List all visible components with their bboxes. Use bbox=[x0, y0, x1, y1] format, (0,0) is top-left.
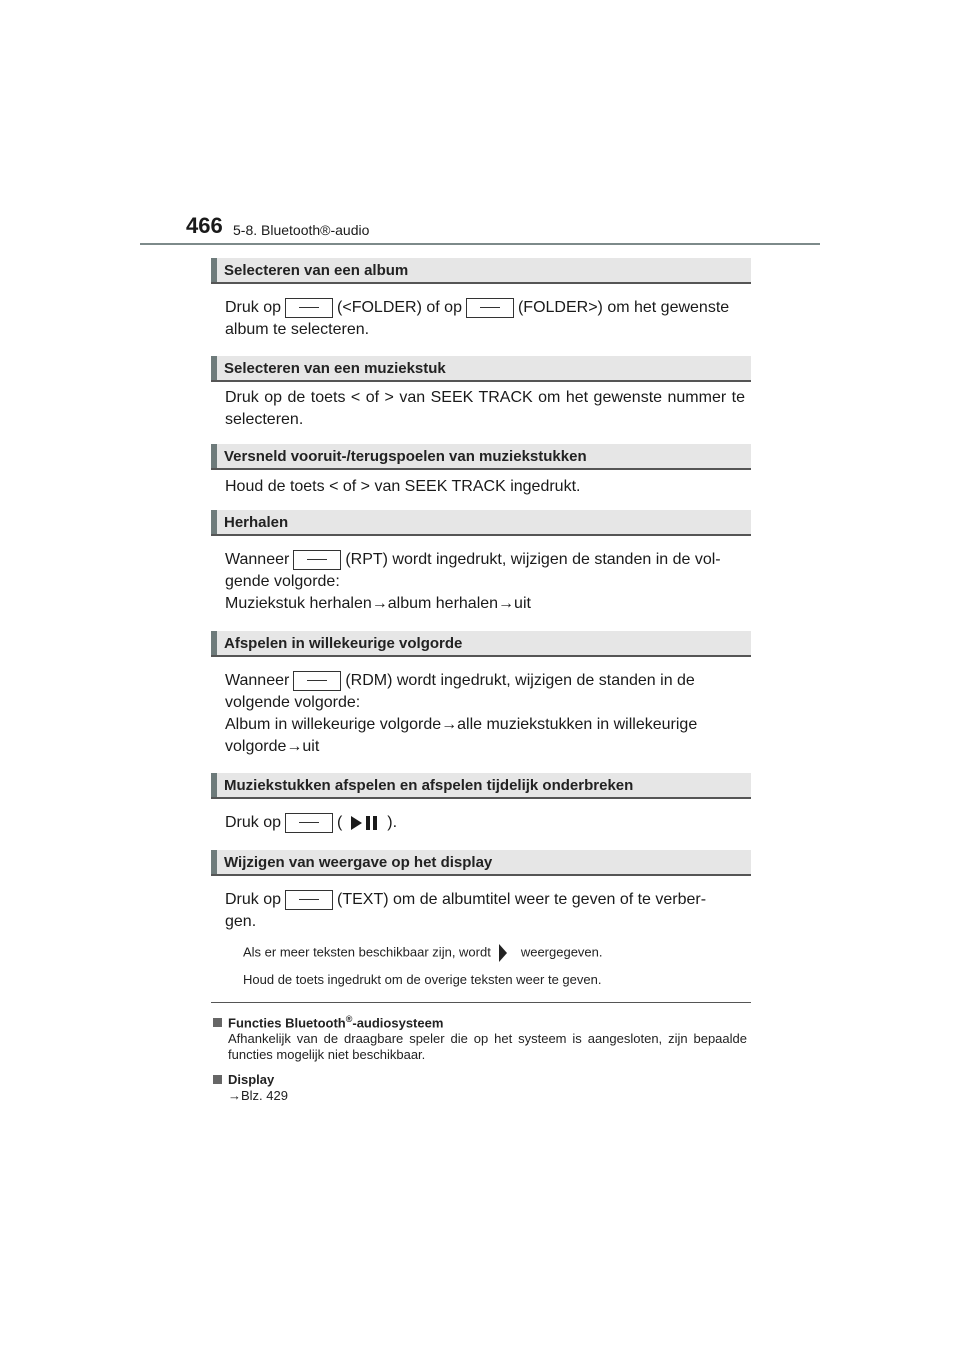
play-key-icon bbox=[285, 813, 333, 833]
info-heading: Functies Bluetooth®-audiosysteem bbox=[213, 1011, 747, 1031]
info-body: →Blz. 429 bbox=[228, 1088, 288, 1103]
folder-down-key-icon bbox=[285, 298, 333, 318]
section-marker bbox=[211, 258, 217, 282]
square-bullet-icon bbox=[213, 1075, 222, 1084]
section-marker bbox=[211, 444, 217, 468]
section-header-track bbox=[211, 356, 751, 382]
info-display bbox=[213, 1072, 747, 1104]
section-title: Selecteren van een album bbox=[224, 262, 409, 279]
scroll-arrow-icon bbox=[499, 944, 507, 962]
section-title: Muziekstukken afspelen en afspelen tijdelijk onderbreken bbox=[224, 777, 634, 794]
paragraph-play-pause: Druk op ( ). bbox=[225, 814, 398, 831]
section-title: Versneld vooruit-/terugspoelen van muziekstukken bbox=[224, 448, 587, 465]
section-header-repeat bbox=[211, 510, 751, 536]
section-title: Wijzigen van weergave op het display bbox=[224, 854, 493, 871]
paragraph-seek: Houd de toets < of > van SEEK TRACK ingedrukt. bbox=[225, 478, 581, 495]
info-heading: Display bbox=[213, 1072, 747, 1088]
paragraph-random: Wanneer (RDM) wordt ingedrukt, wijzigen de standen in de volgende volgorde: Album in willekeurige volgorde→alle muziekstukken in willekeurige volgorde→uit bbox=[225, 672, 698, 755]
section-marker bbox=[211, 356, 217, 380]
section-marker bbox=[211, 850, 217, 874]
square-bullet-icon bbox=[213, 1018, 222, 1027]
section-marker bbox=[211, 773, 217, 797]
info-bluetooth-functions bbox=[213, 1011, 747, 1063]
info-body: Afhankelijk van de draagbare speler die op het systeem is aangesloten, zijn bepaalde functies mogelijk niet beschikbaar. bbox=[228, 1031, 747, 1063]
paragraph-track: Druk op de toets < of > van SEEK TRACK om het gewenste nummer te selecteren. bbox=[225, 389, 745, 428]
section-marker bbox=[211, 510, 217, 534]
section-title: Selecteren van een muziekstuk bbox=[224, 360, 446, 377]
folder-up-key-icon bbox=[466, 298, 514, 318]
chapter-title: 5-8. Bluetooth®-audio bbox=[233, 222, 370, 238]
section-header-random bbox=[211, 631, 751, 657]
rdm-key-icon bbox=[293, 671, 341, 691]
display-note-2: Houd de toets ingedrukt om de overige teksten weer te geven. bbox=[243, 972, 602, 987]
paragraph-display: Druk op (TEXT) om de albumtitel weer te geven of te verber- gen. bbox=[225, 891, 707, 930]
section-header-play-pause bbox=[211, 773, 751, 799]
paragraph-repeat: Wanneer (RPT) wordt ingedrukt, wijzigen de standen in de vol- gende volgorde: Muziekstuk herhalen→album herhalen→uit bbox=[225, 551, 721, 612]
section-title: Herhalen bbox=[224, 514, 289, 531]
paragraph-album: Druk op (<FOLDER) of op (FOLDER>) om het gewenste album te selecteren. bbox=[225, 299, 730, 338]
section-header-album bbox=[211, 258, 751, 284]
section-marker bbox=[211, 631, 217, 655]
section-header-display bbox=[211, 850, 751, 876]
play-pause-icon bbox=[347, 813, 383, 833]
section-title: Afspelen in willekeurige volgorde bbox=[224, 635, 463, 652]
rpt-key-icon bbox=[293, 550, 341, 570]
display-note-1: Als er meer teksten beschikbaar zijn, wordt weergegeven. bbox=[243, 944, 603, 962]
header-divider bbox=[140, 243, 820, 245]
page-number: 466 bbox=[186, 213, 223, 238]
info-divider bbox=[211, 1002, 751, 1003]
text-key-icon bbox=[285, 890, 333, 910]
section-header-seek bbox=[211, 444, 751, 470]
